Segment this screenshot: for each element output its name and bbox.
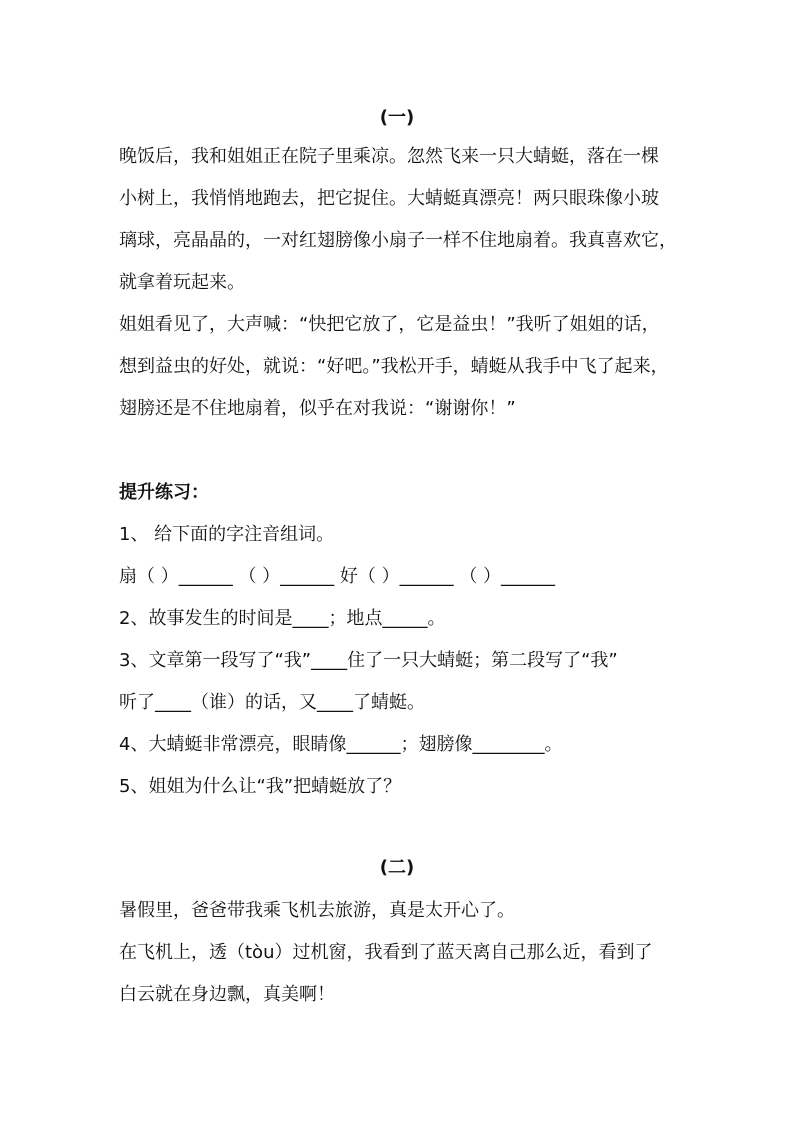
exercise-item-2: 2、故事发生的时间是____；地点_____。 bbox=[119, 608, 446, 629]
section-1-paragraph-2-line-2: 想到益虫的好处，就说：“好吧。”我松开手，蜻蜓从我手中飞了起来， bbox=[119, 356, 669, 377]
exercise-item-5: 5、姐姐为什么让“我”把蜻蜓放了？ bbox=[119, 776, 402, 797]
section-1-paragraph-1-line-3: 璃球，亮晶晶的，一对红翅膀像小扇子一样不住地扇着。我真喜欢它， bbox=[119, 230, 677, 251]
section-2-title: (二) bbox=[379, 857, 415, 878]
section-1-paragraph-1-line-1: 晚饭后，我和姐姐正在院子里乘凉。忽然飞来一只大蜻蜓，落在一棵 bbox=[119, 146, 659, 167]
section-2-paragraph-1-line-1: 暑假里，爸爸带我乘飞机去旅游，真是太开心了。 bbox=[119, 900, 515, 921]
exercise-item-3-line-1: 3、文章第一段写了“我”____住了一只大蜻蜓；第二段写了“我” bbox=[119, 650, 618, 671]
section-1-paragraph-2-line-1: 姐姐看见了，大声喊：“快把它放了，它是益虫！”我听了姐姐的话， bbox=[119, 314, 660, 335]
exercises-heading: 提升练习： bbox=[119, 482, 209, 503]
exercise-item-1-blanks: 扇（ ）______ （ ）______ 好（ ）______ （ ）______ bbox=[119, 566, 556, 587]
section-1-paragraph-1-line-2: 小树上，我悄悄地跑去，把它捉住。大蜻蜓真漂亮！两只眼珠像小玻 bbox=[119, 188, 659, 209]
section-2-paragraph-2-line-2: 白云就在身边飘，真美啊！ bbox=[119, 984, 335, 1005]
section-1-title: (一) bbox=[379, 107, 415, 128]
exercise-item-4: 4、大蜻蜓非常漂亮，眼睛像______；翅膀像________。 bbox=[119, 734, 563, 755]
section-2-paragraph-2-line-1: 在飞机上，透（tòu）过机窗，我看到了蓝天离自己那么近，看到了 bbox=[119, 942, 653, 963]
exercise-item-3-line-2: 听了____（谁）的话，又____了蜻蜓。 bbox=[119, 692, 425, 713]
section-1-paragraph-1-line-4: 就拿着玩起来。 bbox=[119, 272, 245, 293]
section-1-paragraph-2-line-3: 翅膀还是不住地扇着，似乎在对我说：“谢谢你！” bbox=[119, 398, 516, 419]
exercise-item-1: 1、 给下面的字注音组词。 bbox=[119, 524, 335, 545]
